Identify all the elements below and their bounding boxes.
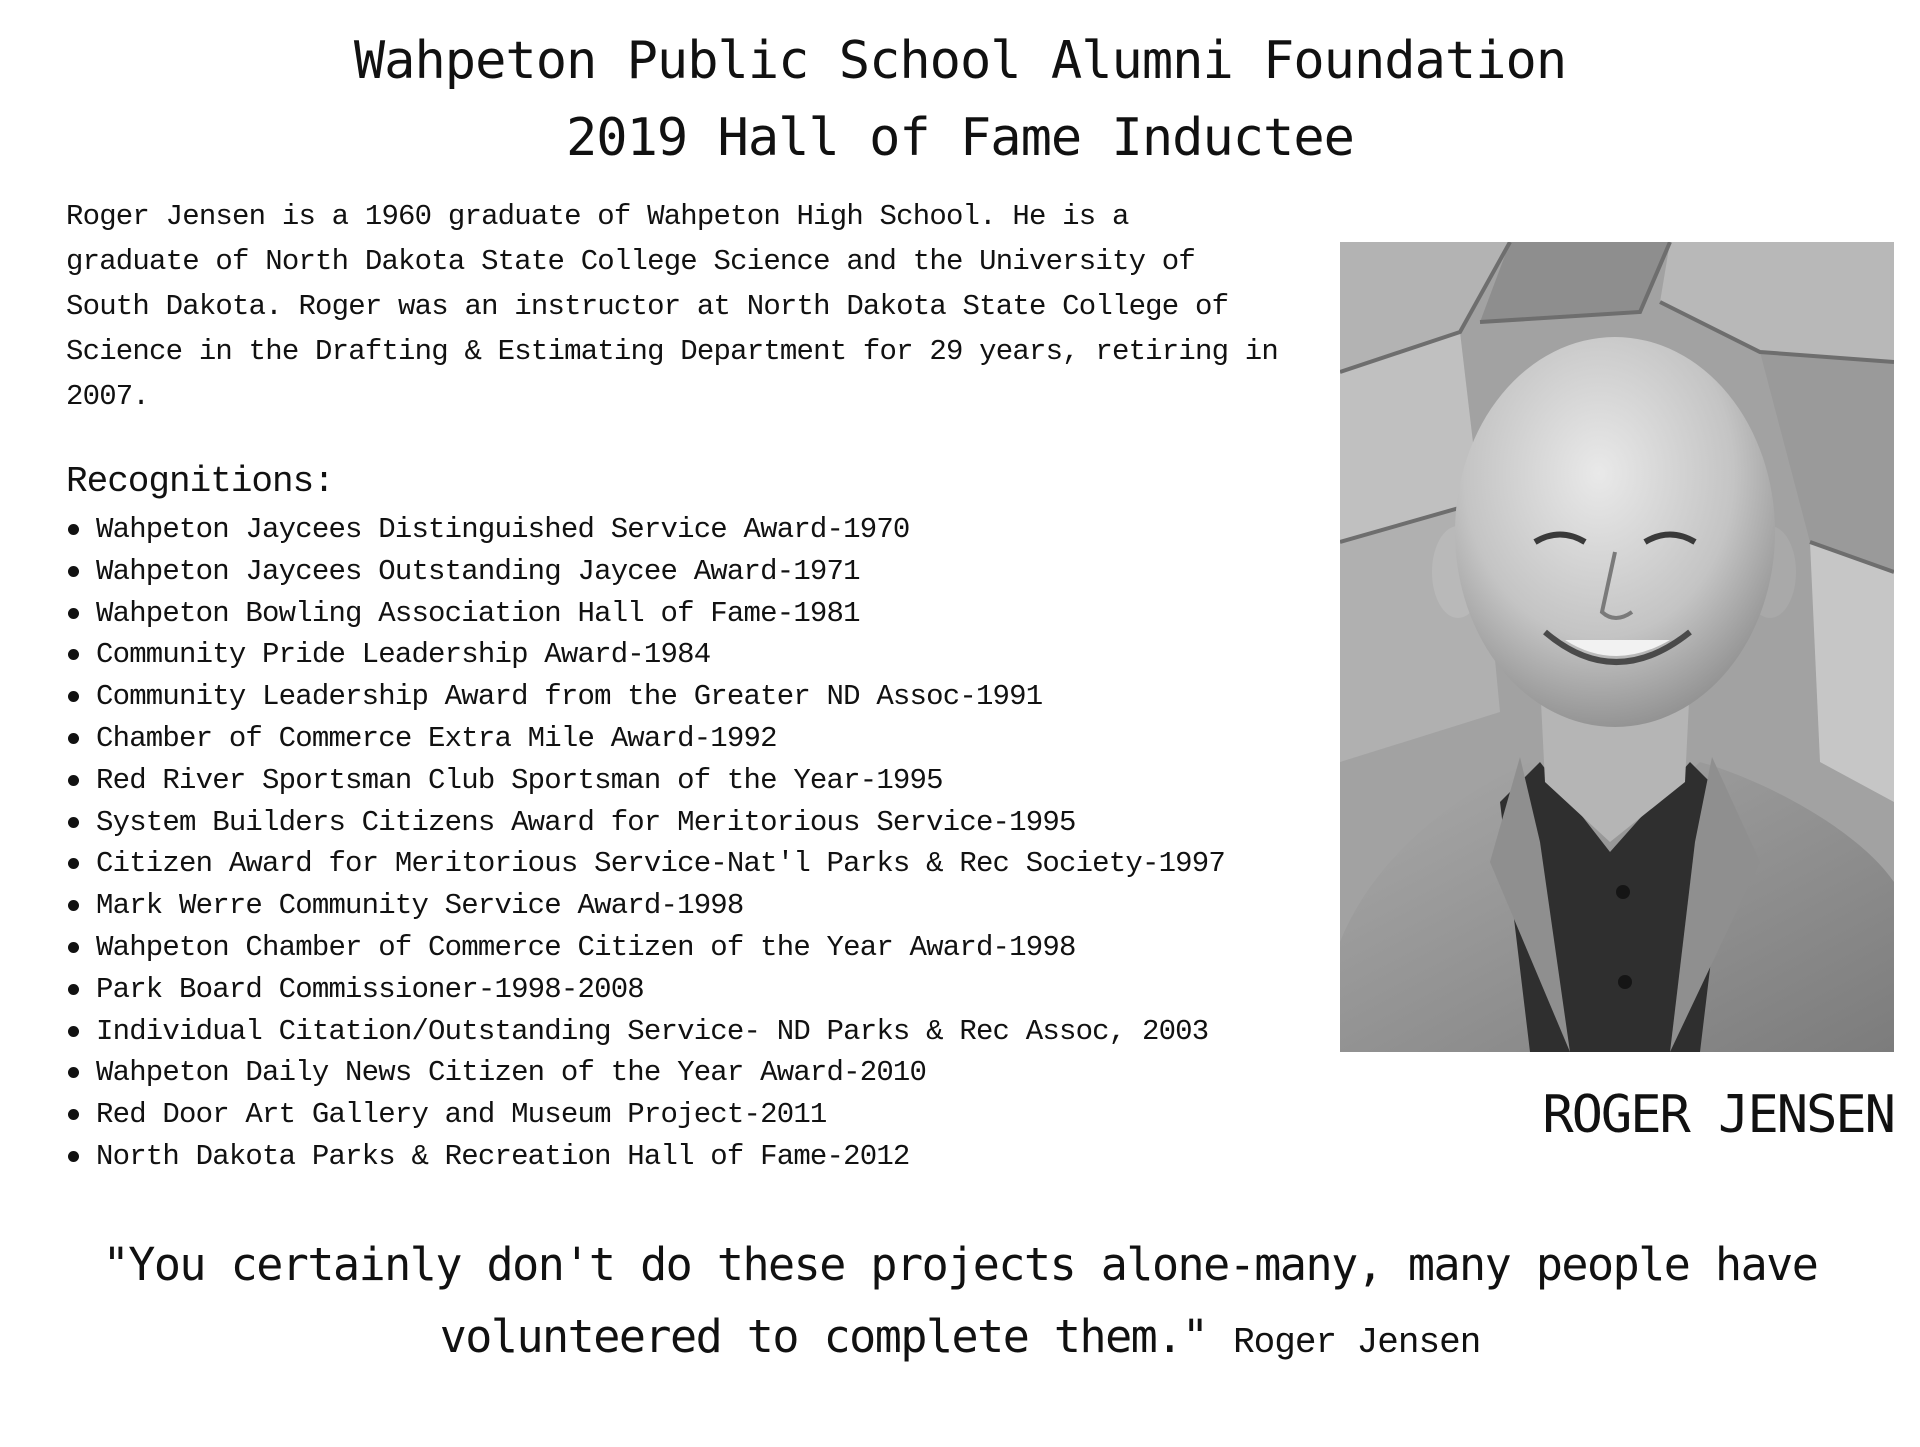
list-item — [66, 969, 1225, 1011]
bullet-icon — [68, 817, 79, 828]
list-item — [66, 927, 1225, 969]
bullet-icon — [68, 984, 79, 995]
list-item — [66, 843, 1225, 885]
bio-line: South Dakota. Roger was an instructor at North Dakota State College of — [66, 290, 1229, 323]
foundation-title: Wahpeton Public School Alumni Foundation — [353, 31, 1567, 91]
bio-line: Roger Jensen is a 1960 graduate of Wahpeton High School. He is a — [66, 200, 1129, 233]
list-item — [66, 1094, 1225, 1136]
bullet-icon — [68, 775, 79, 786]
bio-line: Science in the Drafting & Estimating Department for 29 years, retiring in — [66, 335, 1279, 368]
list-item — [66, 760, 1225, 802]
bullet-icon — [68, 691, 79, 702]
quote-text: volunteered to complete them." — [439, 1310, 1208, 1363]
list-item — [66, 509, 1225, 551]
bullet-icon — [68, 900, 79, 911]
recognition-text: Citizen Award for Meritorious Service-Nat'l Parks & Rec Society-1997 — [96, 847, 1225, 881]
quote-attribution: Roger Jensen — [1233, 1322, 1481, 1363]
recognition-text: Wahpeton Daily News Citizen of the Year Award-2010 — [96, 1056, 927, 1090]
recognitions-list — [66, 509, 1225, 1178]
bullet-icon — [68, 608, 79, 619]
list-item — [66, 1011, 1225, 1053]
quote-line-final — [0, 1310, 1920, 1370]
inductee-portrait-photo — [1340, 242, 1894, 1052]
bullet-icon — [68, 566, 79, 577]
list-item — [66, 1052, 1225, 1094]
bullet-icon — [68, 858, 79, 869]
recognition-text: Wahpeton Jaycees Outstanding Jaycee Award-1971 — [96, 554, 860, 588]
list-item — [66, 802, 1225, 844]
recognition-text: Park Board Commissioner-1998-2008 — [96, 972, 644, 1006]
biography-paragraph — [66, 194, 1316, 419]
list-item — [66, 634, 1225, 676]
recognition-text: Red Door Art Gallery and Museum Project-2011 — [96, 1098, 827, 1132]
bullet-icon — [68, 524, 79, 535]
recognition-text: North Dakota Parks & Recreation Hall of Fame-2012 — [96, 1139, 910, 1173]
bullet-icon — [68, 942, 79, 953]
list-item — [66, 676, 1225, 718]
recognition-text: Wahpeton Jaycees Distinguished Service Award-1970 — [96, 513, 910, 546]
inductee-name: ROGER JENSEN — [1542, 1085, 1894, 1145]
list-item — [66, 718, 1225, 760]
recognition-text: Individual Citation/Outstanding Service- ND Parks & Rec Assoc, 2003 — [96, 1014, 1209, 1048]
recognition-text: Wahpeton Chamber of Commerce Citizen of the Year Award-1998 — [96, 930, 1076, 964]
recognition-text: Wahpeton Bowling Association Hall of Fame-1981 — [96, 596, 860, 630]
list-item — [66, 885, 1225, 927]
recognition-text: Red River Sportsman Club Sportsman of the Year-1995 — [96, 763, 943, 797]
bullet-icon — [68, 649, 79, 660]
bullet-icon — [68, 733, 79, 744]
recognitions-heading: Recognitions: — [66, 461, 334, 502]
bullet-icon — [68, 1026, 79, 1037]
bullet-icon — [68, 1109, 79, 1120]
bullet-icon — [68, 1067, 79, 1078]
recognition-text: Community Leadership Award from the Greater ND Assoc-1991 — [96, 680, 1043, 714]
bullet-icon — [68, 1151, 79, 1162]
recognition-text: Community Pride Leadership Award-1984 — [96, 638, 711, 672]
inductee-subtitle: 2019 Hall of Fame Inductee — [566, 108, 1354, 168]
list-item — [66, 551, 1225, 593]
bio-line: graduate of North Dakota State College Science and the University of — [66, 245, 1195, 278]
list-item — [66, 1136, 1225, 1178]
quote-line: "You certainly don't do these projects alone-many, many people have — [102, 1238, 1818, 1291]
recognition-text: Mark Werre Community Service Award-1998 — [96, 889, 744, 923]
bio-line: 2007. — [66, 380, 150, 413]
recognition-text: System Builders Citizens Award for Meritorious Service-1995 — [96, 805, 1076, 839]
recognition-text: Chamber of Commerce Extra Mile Award-1992 — [96, 721, 777, 755]
list-item — [66, 593, 1225, 635]
